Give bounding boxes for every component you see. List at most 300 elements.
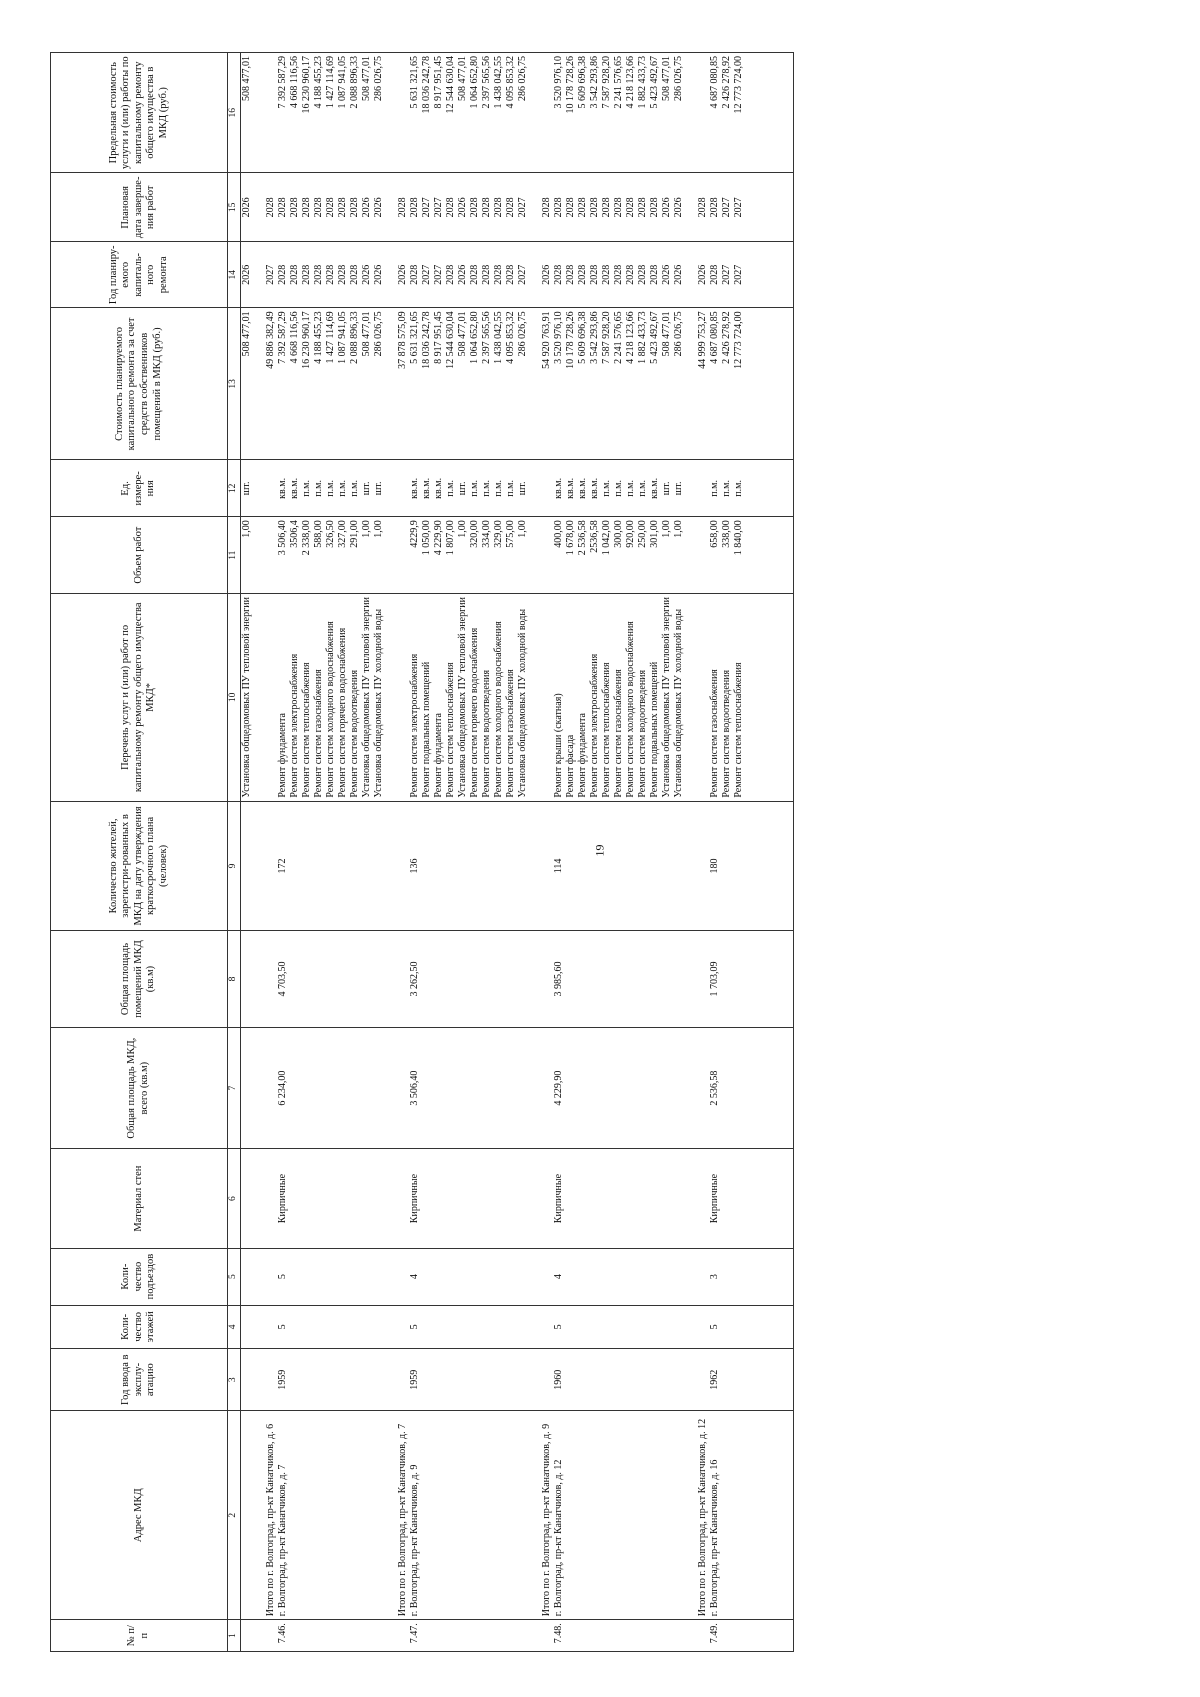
unit: п.м.: [301, 460, 313, 517]
work-volume: 3 506,40: [277, 517, 289, 594]
commission-year: [601, 1349, 613, 1411]
table-row: [505, 53, 517, 1652]
limit-cost: 1 438 042,55: [493, 53, 505, 173]
work-description: Ремонт систем электроснабжения: [409, 594, 421, 802]
work-volume: 1,00: [373, 517, 385, 594]
floor-count: [517, 1305, 529, 1349]
wall-material: [337, 1149, 349, 1248]
unit: кв.м.: [421, 460, 433, 517]
repair-year: 2027: [733, 242, 794, 308]
work-description: Ремонт систем электроснабжения: [289, 594, 301, 802]
residents-count: [469, 801, 481, 931]
planned-cost: 7 392 587,29: [277, 308, 289, 460]
premises-area: [349, 931, 361, 1028]
address: Итого по г. Волгоград, пр-кт Канатчиков, д. 12: [685, 1411, 709, 1620]
row-number: [373, 1620, 385, 1652]
total-area: [457, 1027, 469, 1149]
limit-cost: 7 392 587,29: [277, 53, 289, 173]
address: [505, 1411, 517, 1620]
work-description: Установка общедомовых ПУ холодной воды: [373, 594, 385, 802]
limit-cost: 4 668 116,56: [289, 53, 301, 173]
repair-year: 2026: [373, 242, 385, 308]
limit-cost: 18 036 242,78: [421, 53, 433, 173]
repair-year: 2028: [445, 242, 457, 308]
total-area: [673, 1027, 685, 1149]
table-row: [349, 53, 361, 1652]
work-description: Ремонт фундамента: [433, 594, 445, 802]
row-number: [313, 1620, 325, 1652]
residents-count: [577, 801, 589, 931]
completion-date: 2028: [601, 173, 613, 242]
residents-count: [433, 801, 445, 931]
premises-area: [481, 931, 493, 1028]
table-row: [289, 53, 301, 1652]
commission-year: [565, 1349, 577, 1411]
repair-year: 2028: [493, 242, 505, 308]
unit: п.м.: [709, 460, 721, 517]
floor-count: [361, 1305, 373, 1349]
planned-cost: 2 397 565,56: [481, 308, 493, 460]
unit: п.м.: [469, 460, 481, 517]
limit-cost: [685, 53, 709, 173]
wall-material: [601, 1149, 613, 1248]
row-number: [733, 1620, 794, 1652]
work-description: Ремонт систем водоотведения: [349, 594, 361, 802]
column-number-5: 5: [228, 1248, 241, 1305]
work-description: Установка общедомовых ПУ холодной воды: [517, 594, 529, 802]
unit: кв.м.: [649, 460, 661, 517]
address: [313, 1411, 325, 1620]
commission-year: [493, 1349, 505, 1411]
completion-date: 2028: [337, 173, 349, 242]
table-row: [673, 53, 685, 1652]
row-number: [625, 1620, 637, 1652]
total-row: [385, 53, 409, 1652]
completion-date: 2028: [469, 173, 481, 242]
entrance-count: [565, 1248, 577, 1305]
premises-area: 1 703,09: [709, 931, 721, 1028]
unit: п.м.: [601, 460, 613, 517]
limit-cost: [253, 53, 277, 173]
floor-count: [253, 1305, 277, 1349]
completion-date: 2028: [709, 173, 721, 242]
wall-material: [637, 1149, 649, 1248]
premises-area: [361, 931, 373, 1028]
column-header-4: Коли-чество этажей: [51, 1305, 228, 1349]
commission-year: [649, 1349, 661, 1411]
wall-material: [301, 1149, 313, 1248]
entrance-count: [673, 1248, 685, 1305]
wall-material: Кирпичные: [553, 1149, 565, 1248]
planned-cost: 4 095 853,32: [505, 308, 517, 460]
address: [433, 1411, 445, 1620]
repair-year: 2028: [337, 242, 349, 308]
unit: шт.: [673, 460, 685, 517]
row-number: 7.49.: [709, 1620, 721, 1652]
header-row: [51, 53, 228, 1652]
floor-count: [649, 1305, 661, 1349]
floor-count: [637, 1305, 649, 1349]
entrance-count: 5: [277, 1248, 289, 1305]
table-row: [709, 53, 721, 1652]
completion-date: 2028: [565, 173, 577, 242]
total-row: [253, 53, 277, 1652]
residents-count: [625, 801, 637, 931]
repair-year: 2028: [505, 242, 517, 308]
entrance-count: [481, 1248, 493, 1305]
unit: шт.: [457, 460, 469, 517]
total-area: 4 229,90: [553, 1027, 565, 1149]
work-volume: [253, 517, 277, 594]
work-description: [529, 594, 553, 802]
premises-area: [565, 931, 577, 1028]
row-number: [685, 1620, 709, 1652]
repair-year: 2028: [577, 242, 589, 308]
floor-count: [601, 1305, 613, 1349]
floor-count: [421, 1305, 433, 1349]
work-volume: 2 536,58: [577, 517, 589, 594]
wall-material: [481, 1149, 493, 1248]
table-row: [661, 53, 673, 1652]
unit: п.м.: [445, 460, 457, 517]
entrance-count: [361, 1248, 373, 1305]
unit: [385, 460, 409, 517]
row-number: [445, 1620, 457, 1652]
unit: п.м.: [733, 460, 794, 517]
row-number: [721, 1620, 733, 1652]
completion-date: 2026: [361, 173, 373, 242]
wall-material: [385, 1149, 409, 1248]
table-row: [733, 53, 794, 1652]
premises-area: [613, 931, 625, 1028]
residents-count: [301, 801, 313, 931]
table-row: [517, 53, 529, 1652]
completion-date: 2028: [553, 173, 565, 242]
work-volume: 1,00: [457, 517, 469, 594]
commission-year: [349, 1349, 361, 1411]
wall-material: [469, 1149, 481, 1248]
limit-cost: 1 087 941,05: [337, 53, 349, 173]
entrance-count: [505, 1248, 517, 1305]
floor-count: [721, 1305, 733, 1349]
row-number: [493, 1620, 505, 1652]
wall-material: [565, 1149, 577, 1248]
work-description: Ремонт крыши (скатная): [553, 594, 565, 802]
unit: кв.м.: [277, 460, 289, 517]
planned-cost: 508 477,01: [361, 308, 373, 460]
residents-count: 136: [409, 801, 421, 931]
planned-cost: 4 188 455,23: [313, 308, 325, 460]
address: [589, 1411, 601, 1620]
column-header-14: Год планиру-емого капиталь-ного ремонта: [51, 242, 228, 308]
table-row: [721, 53, 733, 1652]
table-row: [325, 53, 337, 1652]
limit-cost: 2 241 576,65: [613, 53, 625, 173]
work-volume: 250,00: [637, 517, 649, 594]
residents-count: [325, 801, 337, 931]
unit: шт.: [241, 460, 254, 517]
entrance-count: [457, 1248, 469, 1305]
address: [421, 1411, 433, 1620]
row-number: [421, 1620, 433, 1652]
work-description: [253, 594, 277, 802]
residents-count: [421, 801, 433, 931]
premises-area: 3 262,50: [409, 931, 421, 1028]
limit-cost: 2 426 278,92: [721, 53, 733, 173]
completion-date: 2028: [613, 173, 625, 242]
floor-count: [313, 1305, 325, 1349]
table-row: [481, 53, 493, 1652]
table-row: [601, 53, 613, 1652]
premises-area: [529, 931, 553, 1028]
row-number: [253, 1620, 277, 1652]
entrance-count: [373, 1248, 385, 1305]
floor-count: [385, 1305, 409, 1349]
address: [577, 1411, 589, 1620]
column-header-2: Адрес МКД: [51, 1411, 228, 1620]
residents-count: [601, 801, 613, 931]
entrance-count: [625, 1248, 637, 1305]
repair-year: 2028: [649, 242, 661, 308]
premises-area: [673, 931, 685, 1028]
limit-cost: 4 095 853,32: [505, 53, 517, 173]
wall-material: [241, 1149, 254, 1248]
floor-count: [241, 1305, 254, 1349]
row-number: [529, 1620, 553, 1652]
column-number-11: 11: [228, 517, 241, 594]
residents-count: [241, 801, 254, 931]
planned-cost: 286 026,75: [373, 308, 385, 460]
total-area: [289, 1027, 301, 1149]
total-area: [493, 1027, 505, 1149]
residents-count: [457, 801, 469, 931]
entrance-count: [649, 1248, 661, 1305]
work-description: Установка общедомовых ПУ тепловой энергии: [361, 594, 373, 802]
repair-year: 2026: [673, 242, 685, 308]
address: Итого по г. Волгоград, пр-кт Канатчиков, д. 6: [253, 1411, 277, 1620]
address: [673, 1411, 685, 1620]
work-volume: 301,00: [649, 517, 661, 594]
table-row: [469, 53, 481, 1652]
unit: п.м.: [637, 460, 649, 517]
planned-cost: 16 230 960,17: [301, 308, 313, 460]
work-description: Ремонт систем газоснабжения: [613, 594, 625, 802]
limit-cost: 12 773 724,00: [733, 53, 794, 173]
wall-material: [421, 1149, 433, 1248]
address: [241, 1411, 254, 1620]
limit-cost: [529, 53, 553, 173]
column-header-16: Предельная стоимость услуги и (или) работы по капитальному ремонту общего имущества в МКД (руб.): [51, 53, 228, 173]
work-description: Установка общедомовых ПУ тепловой энергии: [661, 594, 673, 802]
address: [601, 1411, 613, 1620]
premises-area: [253, 931, 277, 1028]
work-description: Ремонт подвальных помещений: [649, 594, 661, 802]
residents-count: [673, 801, 685, 931]
wall-material: [649, 1149, 661, 1248]
repair-year: 2028: [301, 242, 313, 308]
premises-area: [577, 931, 589, 1028]
commission-year: [613, 1349, 625, 1411]
column-number-4: 4: [228, 1305, 241, 1349]
wall-material: [517, 1149, 529, 1248]
total-area: [361, 1027, 373, 1149]
limit-cost: 16 230 960,17: [301, 53, 313, 173]
column-number-16: 16: [228, 53, 241, 173]
limit-cost: 10 178 728,26: [565, 53, 577, 173]
repair-year: 2026: [241, 242, 254, 308]
work-volume: 1 840,00: [733, 517, 794, 594]
work-volume: 1 807,00: [445, 517, 457, 594]
limit-cost: 3 542 293,86: [589, 53, 601, 173]
repair-year: 2028: [709, 242, 721, 308]
unit: кв.м.: [565, 460, 577, 517]
residents-count: [505, 801, 517, 931]
commission-year: 1959: [277, 1349, 289, 1411]
column-header-13: Стоимость планируемого капитального ремонта за счет средств собственников помещений в МКД (руб.): [51, 308, 228, 460]
unit: шт.: [661, 460, 673, 517]
work-description: Ремонт подвальных помещений: [421, 594, 433, 802]
commission-year: [253, 1349, 277, 1411]
row-number: [469, 1620, 481, 1652]
address: [445, 1411, 457, 1620]
work-description: Ремонт фундамента: [577, 594, 589, 802]
total-area: [721, 1027, 733, 1149]
commission-year: [637, 1349, 649, 1411]
entrance-count: [301, 1248, 313, 1305]
work-volume: 1,00: [661, 517, 673, 594]
row-number: [301, 1620, 313, 1652]
work-volume: 1,00: [241, 517, 254, 594]
wall-material: [349, 1149, 361, 1248]
entrance-count: [253, 1248, 277, 1305]
completion-date: 2028: [685, 173, 709, 242]
row-number: [577, 1620, 589, 1652]
floor-count: [625, 1305, 637, 1349]
column-number-13: 13: [228, 308, 241, 460]
limit-cost: 2 397 565,56: [481, 53, 493, 173]
repair-year: 2027: [433, 242, 445, 308]
completion-date: 2028: [529, 173, 553, 242]
total-area: [529, 1027, 553, 1149]
total-row: [529, 53, 553, 1652]
address: г. Волгоград, пр-кт Канатчиков, д. 12: [553, 1411, 565, 1620]
column-header-8: Общая площадь помещений МКД (кв.м): [51, 931, 228, 1028]
address: [481, 1411, 493, 1620]
wall-material: Кирпичные: [277, 1149, 289, 1248]
commission-year: [313, 1349, 325, 1411]
repair-year: 2028: [325, 242, 337, 308]
work-volume: 1 042,00: [601, 517, 613, 594]
work-volume: 658,00: [709, 517, 721, 594]
row-number: [361, 1620, 373, 1652]
unit: шт.: [373, 460, 385, 517]
address: [661, 1411, 673, 1620]
work-volume: 334,00: [481, 517, 493, 594]
work-volume: 1,00: [361, 517, 373, 594]
work-volume: 1,00: [517, 517, 529, 594]
work-description: Установка общедомовых ПУ холодной воды: [673, 594, 685, 802]
commission-year: 1962: [709, 1349, 721, 1411]
column-number-8: 8: [228, 931, 241, 1028]
capital-repair-plan-table: [50, 52, 794, 1652]
repair-year: 2027: [253, 242, 277, 308]
commission-year: 1959: [409, 1349, 421, 1411]
unit: п.м.: [313, 460, 325, 517]
entrance-count: [289, 1248, 301, 1305]
repair-year: 2027: [517, 242, 529, 308]
unit: п.м.: [325, 460, 337, 517]
work-description: Ремонт систем теплоснабжения: [601, 594, 613, 802]
residents-count: 114: [553, 801, 565, 931]
planned-cost: 286 026,75: [673, 308, 685, 460]
planned-cost: 1 064 652,80: [469, 308, 481, 460]
work-description: [685, 594, 709, 802]
row-number: [385, 1620, 409, 1652]
completion-date: 2028: [349, 173, 361, 242]
address: г. Волгоград, пр-кт Канатчиков, д. 16: [709, 1411, 721, 1620]
limit-cost: 286 026,75: [673, 53, 685, 173]
total-area: [325, 1027, 337, 1149]
work-volume: [529, 517, 553, 594]
total-area: [421, 1027, 433, 1149]
total-area: 6 234,00: [277, 1027, 289, 1149]
unit: п.м.: [493, 460, 505, 517]
floor-count: [577, 1305, 589, 1349]
column-number-10: 10: [228, 594, 241, 802]
floor-count: [445, 1305, 457, 1349]
work-description: Ремонт систем водоотведения: [721, 594, 733, 802]
work-volume: 320,00: [469, 517, 481, 594]
work-volume: 291,00: [349, 517, 361, 594]
total-area: [685, 1027, 709, 1149]
column-number-6: 6: [228, 1149, 241, 1248]
residents-count: 180: [709, 801, 721, 931]
completion-date: 2028: [625, 173, 637, 242]
commission-year: [589, 1349, 601, 1411]
work-volume: 3506,4: [289, 517, 301, 594]
address: [301, 1411, 313, 1620]
limit-cost: [385, 53, 409, 173]
entrance-count: [337, 1248, 349, 1305]
repair-year: 2028: [277, 242, 289, 308]
address: Итого по г. Волгоград, пр-кт Канатчиков, д. 9: [529, 1411, 553, 1620]
premises-area: [325, 931, 337, 1028]
work-description: Ремонт систем горячего водоснабжения: [337, 594, 349, 802]
table-row: [457, 53, 469, 1652]
work-volume: 4 229,90: [433, 517, 445, 594]
repair-year: 2028: [409, 242, 421, 308]
floor-count: [289, 1305, 301, 1349]
completion-date: 2028: [481, 173, 493, 242]
address: [721, 1411, 733, 1620]
completion-date: 2028: [277, 173, 289, 242]
wall-material: [613, 1149, 625, 1248]
row-number: 7.47.: [409, 1620, 421, 1652]
total-area: [589, 1027, 601, 1149]
commission-year: [325, 1349, 337, 1411]
wall-material: [685, 1149, 709, 1248]
address: [517, 1411, 529, 1620]
work-description: Ремонт систем горячего водоснабжения: [469, 594, 481, 802]
table-row: [613, 53, 625, 1652]
residents-count: [361, 801, 373, 931]
work-description: Ремонт систем газоснабжения: [313, 594, 325, 802]
limit-cost: 1 427 114,69: [325, 53, 337, 173]
commission-year: [433, 1349, 445, 1411]
repair-year: 2028: [637, 242, 649, 308]
row-number: [661, 1620, 673, 1652]
table-row: [313, 53, 325, 1652]
